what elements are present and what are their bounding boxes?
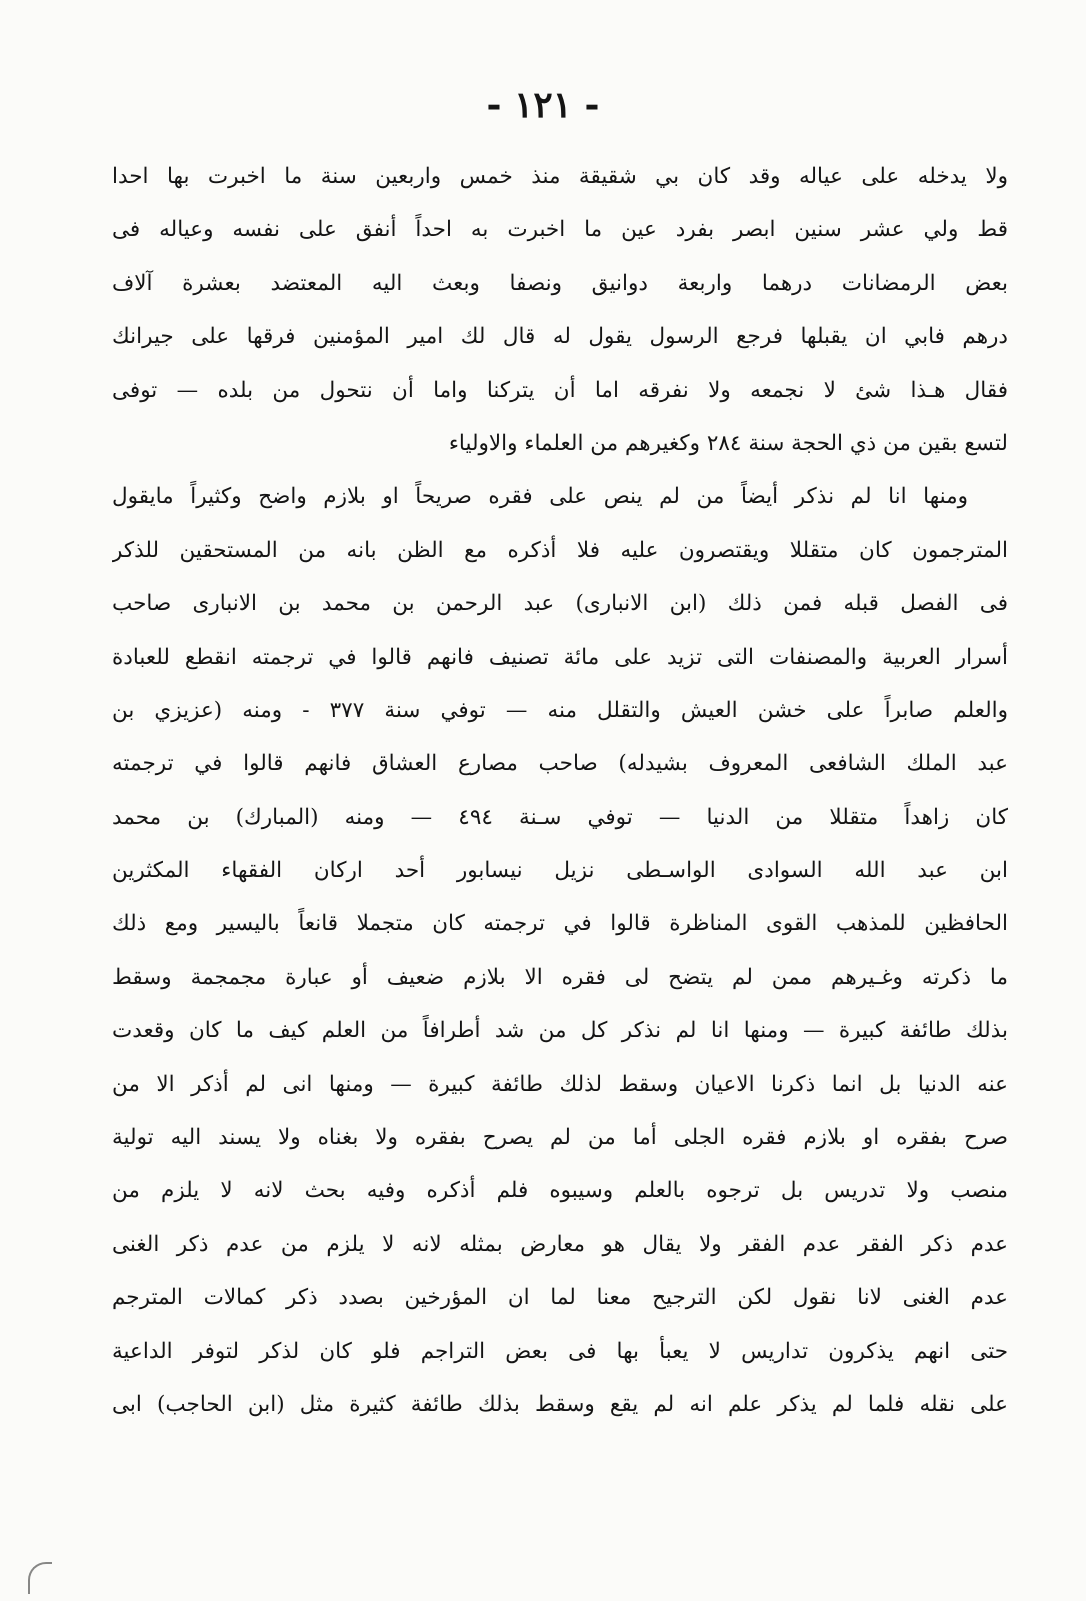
text-line: المترجمون كان متقللا ويقتصرون عليه فلا أذكره مع الظن بانه من المستحقين للذكر (112, 537, 1008, 563)
text-line: عدم الغنى لانا نقول لكن الترجيح معنا لما ان المؤرخين بصدد ذكر كمالات المترجم (112, 1285, 1008, 1311)
text-line: بعض الرمضانات درهما واربعة دوانيق ونصفا وبعث اليه المعتضد بعشرة آلاف (112, 270, 1008, 296)
text-line: على نقله فلما لم يذكر علم انه لم يقع وسقط بذلك طائفة كثيرة مثل (ابن الحاجب) ابى (112, 1391, 1008, 1417)
text-line: حتى انهم يذكرون تداريس لا يعبأ بها فى بعض التراجم فلو كان لذكر لتوفر الداعية (112, 1338, 1008, 1364)
text-line: عنه الدنيا بل انما ذكرنا الاعيان وسقط لذلك طائفة كبيرة — ومنها انى لم أذكر الا من (112, 1071, 1008, 1097)
page-number: - ١٢١ - (486, 84, 600, 126)
text-line: درهم فابي ان يقبلها فرجع الرسول يقول له قال لك امير المؤمنين فرقها على جيرانك (112, 324, 1008, 350)
body-text (112, 150, 1008, 1431)
text-line: ولا يدخله على عياله وقد كان بي شقيقة منذ خمس واربعين سنة ما اخبرت بها احدا (112, 164, 1008, 189)
text-line: ابن عبد الله السوادى الواسـطى نزيل نيسابور أحد اركان الفقهاء المكثرين (112, 858, 1008, 884)
text-line: صرح بفقره او بلازم فقره الجلى أما من لم يصرح بفقره ولا بغناه ولا يسند اليه تولية (112, 1125, 1008, 1151)
text-line: كان زاهداً متقللا من الدنيا — توفي سـنة ٤٩٤ — ومنه (المبارك) بن محمد (112, 804, 1008, 830)
text-line: منصب ولا تدريس بل ترجوه بالعلم وسيبوه فلم أذكره وفيه بحث لانه لا يلزم من (112, 1178, 1008, 1204)
text-line: قط ولي عشر سنين ابصر بفرد عين ما اخبرت به احداً أنفق على نفسه وعياله فى (112, 217, 1008, 243)
text-line: عبد الملك الشافعى المعروف بشيدله) صاحب مصارع العشاق فانهم قالوا في ترجمته (112, 751, 1008, 777)
text-line: ما ذكرته وغـيرهم ممن لم يتضح لى فقره الا بلازم ضعيف أو عبارة مجمجمة وسقط (112, 964, 1008, 990)
text-line: فى الفصل قبله فمن ذلك (ابن الانبارى) عبد الرحمن بن محمد بن الانبارى صاحب (112, 591, 1008, 617)
text-line: فقال هـذا شئ لا نجمعه ولا نفرقه اما أن يتركنا واما أن نتحول من بلده — توفى (112, 377, 1008, 403)
paragraph-end-line: لتسع بقين من ذي الحجة سنة ٢٨٤ وكغيرهم من العلماء والاولياء (448, 430, 1008, 456)
text-line: أسرار العربية والمصنفات التى تزيد على مائة تصنيف فانهم قالوا في ترجمته انقطع للعبادة (112, 644, 1008, 670)
paragraph-start-line: ومنها انا لم نذكر أيضاً من لم ينص على فقره صريحاً او بلازم واضح وكثيراً مايقول (112, 484, 968, 510)
scan-edge-mark (28, 1562, 52, 1594)
text-line: والعلم صابراً على خشن العيش والتقلل منه — توفي سنة ٣٧٧ - ومنه (عزيزي بن (112, 697, 1008, 723)
text-line: بذلك طائفة كبيرة — ومنها انا لم نذكر كل من شد أطرافاً من العلم كيف ما كان وقعدت (112, 1018, 1008, 1044)
text-line: الحافظين للمذهب القوى المناظرة قالوا في ترجمته كان متجملا قانعاً باليسير ومع ذلك (112, 911, 1008, 937)
text-line: عدم ذكر الفقر عدم الفقر ولا يقال هو معارض بمثله لانه لا يلزم من عدم ذكر الغنى (112, 1231, 1008, 1257)
